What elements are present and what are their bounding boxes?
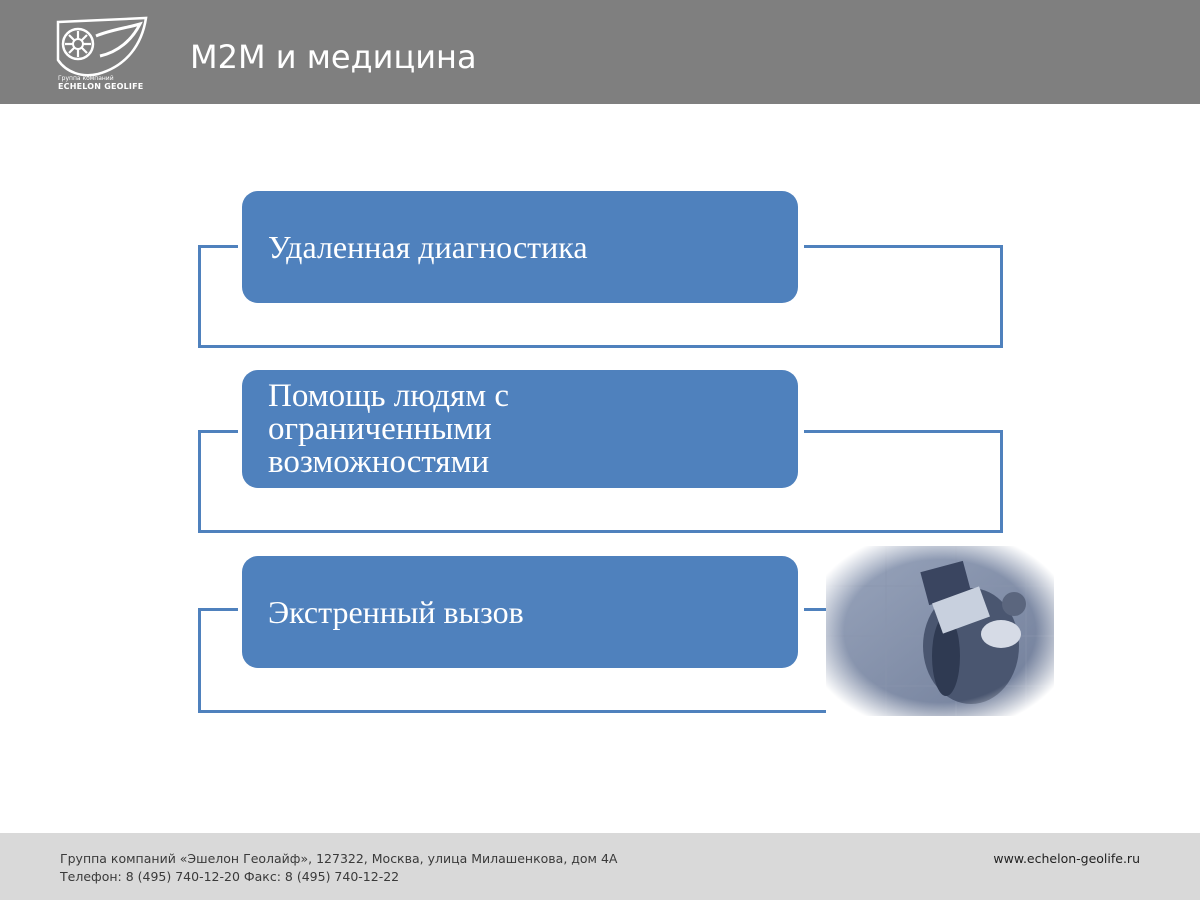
page-title: М2М и медицина: [190, 38, 477, 76]
item-label-1: Удаленная диагностика: [268, 229, 588, 265]
item-box-1: [242, 191, 798, 303]
footer-bar: [0, 833, 1200, 900]
item-box-3: [242, 556, 798, 668]
item-label-3: Экстренный вызов: [268, 594, 524, 630]
footer-address: Группа компаний «Эшелон Геолайф», 127322, Москва, улица Милашенкова, дом 4А: [60, 851, 618, 866]
item-box-2: [242, 370, 798, 488]
footer-website-link[interactable]: www.echelon-geolife.ru: [993, 851, 1140, 866]
footer-contacts: Телефон: 8 (495) 740-12-20 Факс: 8 (495) 740-12-22: [60, 869, 400, 884]
item-label-2: Помощь людям с ограниченными возможностями: [268, 377, 509, 480]
wheelchair-user-photo: [826, 546, 1054, 716]
logo-caption-brand: ECHELON GEOLIFE: [58, 81, 144, 91]
logo-caption-small: Группа компаний: [58, 75, 114, 82]
